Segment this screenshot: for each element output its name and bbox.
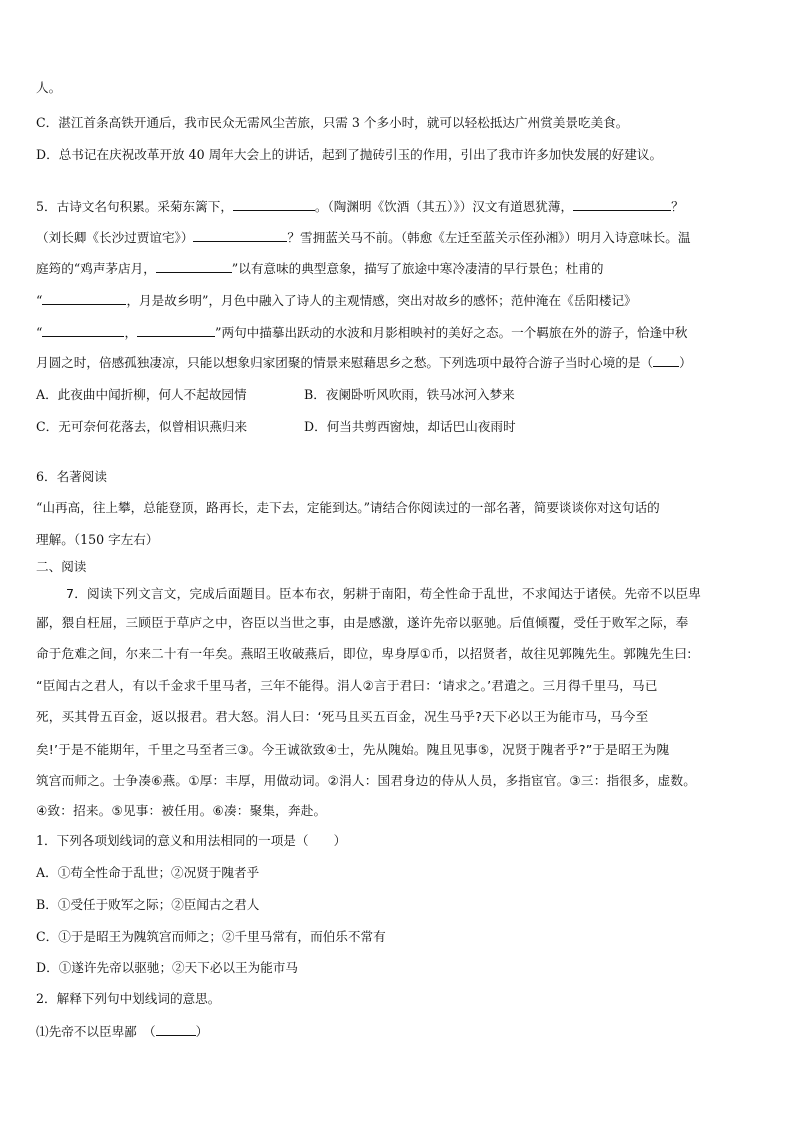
q4-option-d: D．总书记在庆祝改革开放 40 周年大会上的讲话，起到了抛砖引玉的作用，引出了我市许多加快发展的好建议。 [36, 147, 663, 162]
q4-option-c: C．湛江首条高铁开通后，我市民众无需风尘苦旅，只需 3 个多小时，就可以轻松抵达广州赏美景吃美食。 [36, 115, 629, 130]
sub2-item-1 [36, 1022, 756, 1041]
q5-line-4 [36, 291, 756, 310]
q5-blank-7[interactable] [137, 323, 215, 337]
sub2-item-text: ） [195, 1024, 209, 1039]
q5-text: ，月是故乡明”，月色中融入了诗人的主观情感，突出对故乡的感怀；范仲淹在《岳阳楼记》 [126, 293, 637, 308]
sub2-blank-1[interactable] [156, 1022, 196, 1036]
q5-blank-5[interactable] [42, 291, 126, 305]
q5-text: ？雪拥蓝关马不前。（韩愈《左迁至蓝关示侄孙湘》）明月入诗意味长。温 [287, 230, 691, 245]
q4-tail: 人。 [36, 80, 62, 95]
sub1-option-a: A．①苟全性命于乱世；②况贤于隗者乎 [36, 865, 260, 880]
q7-passage-line: “臣闻古之君人，有以千金求千里马者，三年不能得。涓人②言于君曰：‘请求之。’君遣之。三月得千里马，马已 [36, 678, 658, 693]
q5-blank-3[interactable] [193, 228, 287, 242]
q7-passage-line: 死，买其骨五百金，返以报君。君大怒。涓人曰：‘死马且买五百金，况生马乎?天下必以王为能市马，马今至 [36, 709, 649, 724]
q5-text: ， [124, 325, 138, 340]
q5-option-d: D．何当共剪西窗烛，却话巴山夜雨时 [304, 419, 516, 434]
q5-answer-blank[interactable] [653, 354, 679, 367]
q5-text: ”以有意味的典型意象，描写了旅途中寒冷凄清的早行景色；杜甫的 [231, 261, 604, 276]
sub1-option-b: B．①受任于败军之际；②臣闻古之君人 [36, 897, 260, 912]
q5-option-b: B．夜阑卧听风吹雨，铁马冰河入梦来 [304, 387, 515, 402]
q5-blank-4[interactable] [156, 259, 232, 273]
q5-text: ） [679, 355, 692, 370]
sub1-stem: 1．下列各项划线词的意义和用法相同的一项是（ ） [36, 833, 347, 848]
q5-text: （刘长卿《长沙过贾谊宅》） [36, 230, 194, 245]
q5-text: ？ [671, 199, 684, 214]
q5-line-5 [36, 323, 756, 342]
sub1-option-d: D．①遂许先帝以驱驰；②天下必以王为能市马 [36, 960, 298, 975]
q5-blank-2[interactable] [573, 197, 671, 211]
q6-line-2: 理解。（150 字左右） [36, 532, 159, 547]
q7-passage-line: ④致：招来。⑤见事：被任用。⑥凑：聚集，奔赴。 [36, 803, 327, 818]
q5-text: “ [36, 325, 43, 340]
q5-blank-1[interactable] [233, 197, 315, 211]
sub2-item-text: ⑴先帝不以臣卑鄙 （ [36, 1024, 156, 1039]
q5-text: ”两句中描摹出跃动的水波和月影相映衬的美好之态。一个羁旅在外的游子，恰逢中秋 [215, 325, 688, 340]
q6-line-1: “山再高，往上攀，总能登顶，路再长，走下去，定能到达。”请结合你阅读过的一部名著，简要谈谈你对这句话的 [36, 500, 660, 515]
q7-passage-line: 矣!’于是不能期年，千里之马至者三③。今王诚欲致④士，先从隗始。隗且见事⑤，况贤于隗者乎?”于是昭王为隗 [36, 742, 670, 757]
q7-passage-line: 7．阅读下列文言文，完成后面题目。臣本布衣，躬耕于南阳，苟全性命于乱世，不求闻达于诸侯。先帝不以臣卑 [66, 586, 702, 601]
q6-title: 6．名著阅读 [36, 469, 107, 484]
q5-text: 庭筠的“鸡声茅店月， [36, 261, 156, 276]
q5-option-c: C．无可奈何花落去，似曾相识燕归来 [36, 419, 248, 434]
q5-text: 5．古诗文名句积累。采菊东篱下， [36, 199, 233, 214]
section-heading: 二、阅读 [36, 559, 87, 574]
q5-text: 。（陶渊明《饮酒（其五）》）汉文有道恩犹薄， [314, 199, 574, 214]
sub2-stem: 2．解释下列句中划线词的意思。 [36, 991, 221, 1006]
q5-text: 月圆之时，倍感孤独凄凉，只能以想象归家团聚的情景来慰藉思乡之愁。下列选项中最符合游子当时心境的是（ [36, 355, 654, 370]
q5-text: “ [36, 293, 43, 308]
q5-line-2 [36, 228, 756, 247]
q5-options-row-1 [36, 386, 756, 404]
q5-line-6 [36, 354, 756, 372]
q7-passage-line: 鄙，猥自枉屈，三顾臣于草庐之中，咨臣以当世之事，由是感激，遂许先帝以驱驰。后值倾覆，受任于败军之际，奉 [36, 615, 689, 630]
q7-passage-line: 命于危难之间，尔来二十有一年矣。燕昭王收破燕后，即位，卑身厚①币，以招贤者，故往见郭隗先生。郭隗先生曰: [36, 646, 692, 661]
q5-blank-6[interactable] [42, 323, 124, 337]
q5-options-row-2 [36, 418, 756, 436]
q5-line-1 [36, 197, 756, 216]
sub1-option-c: C．①于是昭王为隗筑宫而师之；②千里马常有，而伯乐不常有 [36, 929, 386, 944]
q7-passage-line: 筑宫而师之。士争凑⑥燕。①厚：丰厚，用做动词。②涓人：国君身边的侍从人员，多指宦官。③三：指很多，虚数。 [36, 773, 697, 788]
q5-line-3 [36, 259, 756, 278]
q5-option-a: A．此夜曲中闻折柳，何人不起故园情 [36, 387, 247, 402]
